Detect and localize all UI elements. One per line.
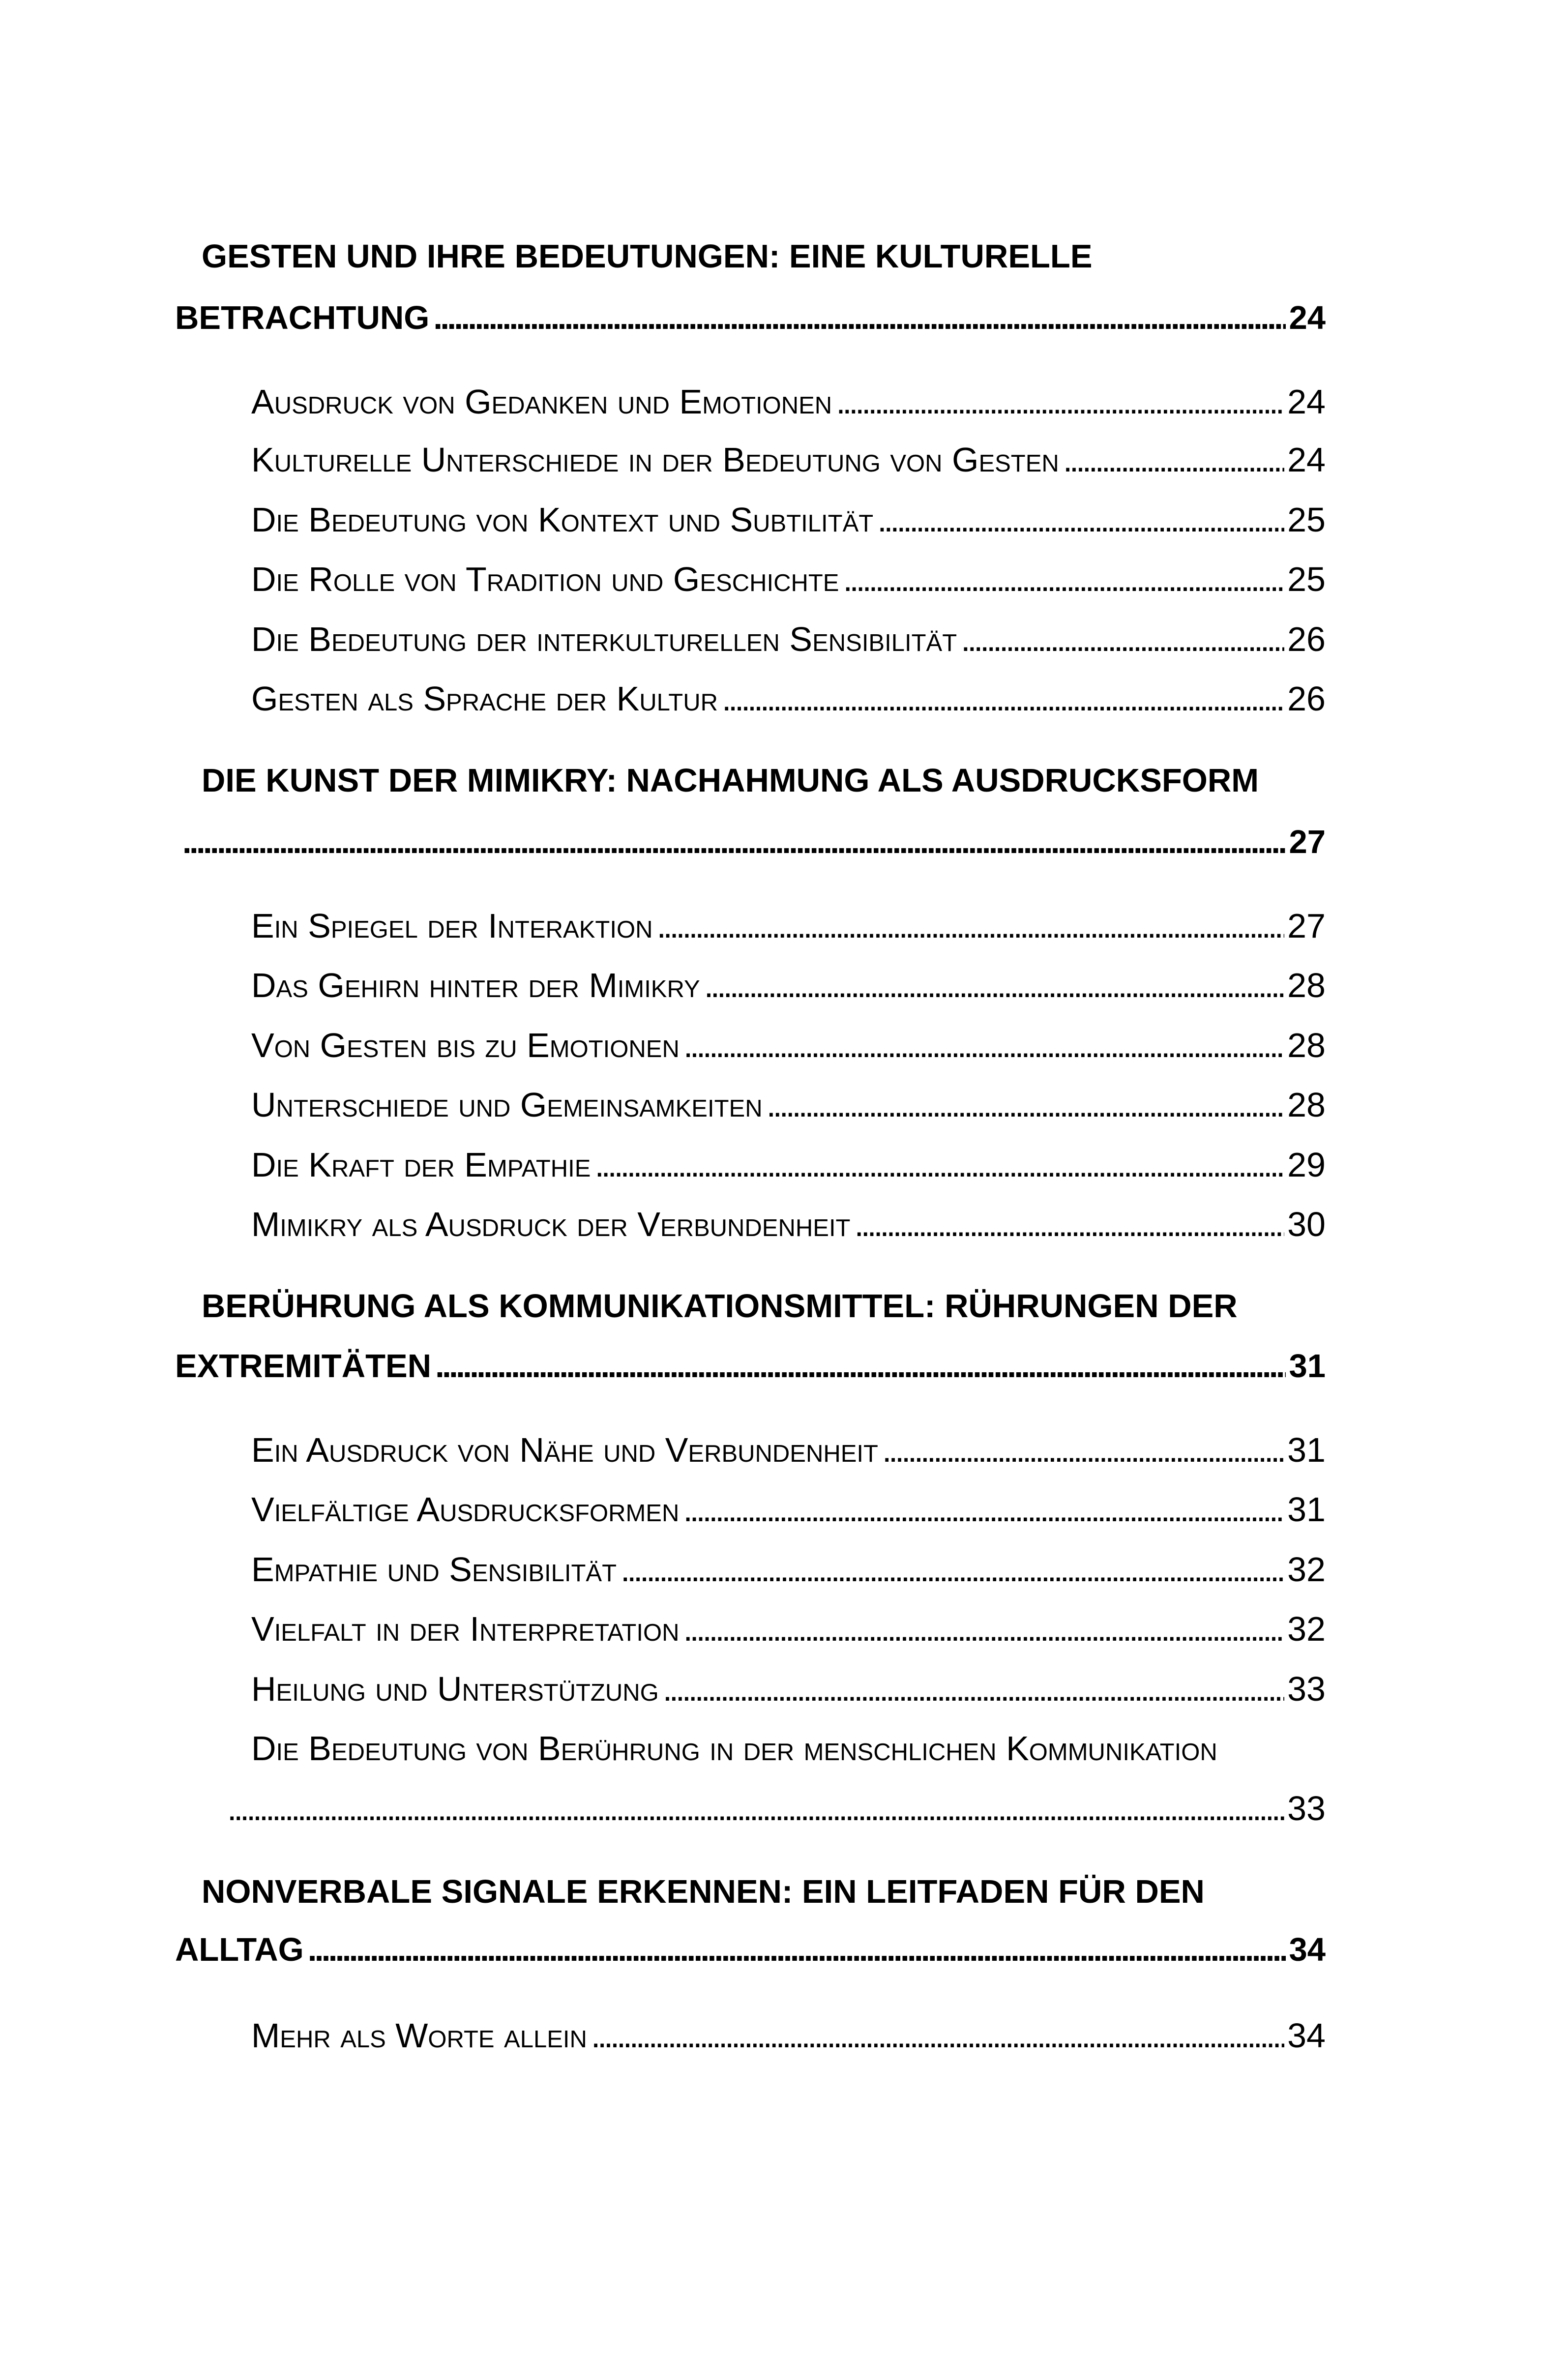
toc-section-entry <box>251 377 1326 426</box>
page-number: 24 <box>1287 441 1326 479</box>
dot-leader <box>683 1021 1284 1070</box>
dot-leader <box>855 1200 1285 1249</box>
chapter-heading-line <box>202 756 1259 805</box>
page-number: 33 <box>1287 1670 1326 1708</box>
chapter-heading-line <box>202 1282 1238 1331</box>
dot-leader <box>435 1342 1286 1391</box>
chapter-title-line: BETRACHTUNG <box>175 299 430 336</box>
dot-leader <box>656 901 1284 950</box>
page-number: 28 <box>1287 1086 1326 1124</box>
dot-leader <box>877 495 1284 544</box>
dot-leader <box>683 1604 1284 1653</box>
page-number: 28 <box>1287 966 1326 1004</box>
toc-section-entry <box>251 495 1326 544</box>
dot-leader <box>836 377 1284 426</box>
chapter-title-line: EXTREMITÄTEN <box>175 1348 432 1385</box>
page-number: 26 <box>1287 679 1326 718</box>
toc-section-entry <box>251 1080 1326 1129</box>
dot-leader <box>591 2011 1284 2060</box>
dot-leader <box>683 1485 1284 1534</box>
chapter-title-line: DIE KUNST DER MIMIKRY: NACHAHMUNG ALS AUSDRUCKSFORM <box>202 762 1259 799</box>
dot-leader <box>843 555 1284 604</box>
chapter-entry <box>182 818 1326 867</box>
section-title: Von Gesten bis zu Emotionen <box>251 1026 680 1064</box>
section-title: Ausdruck von Gedanken und Emotionen <box>251 383 832 421</box>
page-number: 34 <box>1287 2016 1326 2055</box>
dot-leader <box>594 1140 1284 1189</box>
chapter-title-line: GESTEN UND IHRE BEDEUTUNGEN: EINE KULTURELLE <box>202 238 1093 275</box>
toc-section-entry <box>251 1140 1326 1189</box>
dot-leader <box>704 961 1284 1010</box>
dot-leader <box>433 294 1286 343</box>
toc-section-entry <box>251 1200 1326 1249</box>
page-number: 24 <box>1289 299 1326 336</box>
page-number: 31 <box>1287 1431 1326 1469</box>
section-title: Vielfalt in der Interpretation <box>251 1610 680 1648</box>
chapter-title-line: ALLTAG <box>175 1931 304 1968</box>
dot-leader <box>182 818 1286 867</box>
page-number: 27 <box>1287 907 1326 945</box>
toc-section-entry <box>251 1545 1326 1594</box>
toc-section-entry <box>251 674 1326 723</box>
toc-section-entry <box>251 2011 1326 2060</box>
page-number: 28 <box>1287 1026 1326 1064</box>
toc-section-entry <box>251 435 1326 484</box>
toc-section-entry <box>251 1604 1326 1653</box>
chapter-heading-line <box>202 232 1093 281</box>
chapter-entry <box>175 1925 1326 1975</box>
section-title: Ein Ausdruck von Nähe und Verbundenheit <box>251 1431 878 1469</box>
section-title: Die Rolle von Tradition und Geschichte <box>251 560 839 598</box>
page-number: 32 <box>1287 1550 1326 1589</box>
page-number: 25 <box>1287 560 1326 598</box>
dot-leader <box>722 674 1284 723</box>
section-title: Mehr als Worte allein <box>251 2016 587 2055</box>
page-number: 29 <box>1287 1146 1326 1184</box>
page-number: 33 <box>1287 1789 1326 1828</box>
dot-leader <box>308 1925 1286 1975</box>
dot-leader <box>882 1425 1284 1475</box>
toc-section-entry-continuation <box>227 1784 1326 1833</box>
page-number: 25 <box>1287 501 1326 539</box>
page-number: 30 <box>1287 1205 1326 1243</box>
toc-section-entry <box>251 555 1326 604</box>
toc-section-entry <box>251 1021 1326 1070</box>
toc-section-entry <box>251 961 1326 1010</box>
chapter-heading-line <box>202 1867 1205 1917</box>
section-title: Das Gehirn hinter der Mimikry <box>251 966 700 1004</box>
toc-section-entry <box>251 1664 1326 1713</box>
section-title: Vielfältige Ausdrucksformen <box>251 1490 680 1529</box>
section-title: Ein Spiegel der Interaktion <box>251 907 653 945</box>
section-title: Heilung und Unterstützung <box>251 1670 659 1708</box>
chapter-title-line: NONVERBALE SIGNALE ERKENNEN: EIN LEITFADEN FÜR DEN <box>202 1873 1205 1910</box>
section-title: Kulturelle Unterschiede in der Bedeutung von Gesten <box>251 441 1059 479</box>
section-title: Empathie und Sensibilität <box>251 1550 617 1589</box>
page-number: 27 <box>1289 824 1326 860</box>
page-number: 32 <box>1287 1610 1326 1648</box>
dot-leader <box>767 1080 1285 1129</box>
section-title: Die Bedeutung von Berührung in der menschlichen Kommunikation <box>251 1729 1217 1768</box>
section-title: Unterschiede und Gemeinsamkeiten <box>251 1086 763 1124</box>
dot-leader <box>227 1784 1284 1833</box>
toc-section-entry <box>251 615 1326 664</box>
page-number: 31 <box>1289 1348 1326 1385</box>
dot-leader <box>961 615 1284 664</box>
chapter-entry <box>175 294 1326 343</box>
dot-leader <box>621 1545 1284 1594</box>
toc-section-entry <box>251 901 1326 950</box>
section-title: Die Kraft der Empathie <box>251 1146 591 1184</box>
toc-section-entry <box>251 1724 1217 1773</box>
section-title: Die Bedeutung der interkulturellen Sensibilität <box>251 620 957 658</box>
page-number: 24 <box>1287 383 1326 421</box>
chapter-title-line: BERÜHRUNG ALS KOMMUNIKATIONSMITTEL: RÜHRUNGEN DER <box>202 1288 1238 1325</box>
dot-leader <box>1063 435 1284 484</box>
page-number: 34 <box>1289 1931 1326 1968</box>
page-number: 26 <box>1287 620 1326 658</box>
toc-section-entry <box>251 1425 1326 1475</box>
toc-section-entry <box>251 1485 1326 1534</box>
section-title: Gesten als Sprache der Kultur <box>251 679 718 718</box>
chapter-entry <box>175 1342 1326 1391</box>
page-number: 31 <box>1287 1490 1326 1529</box>
dot-leader <box>663 1664 1284 1713</box>
section-title: Mimikry als Ausdruck der Verbundenheit <box>251 1205 851 1243</box>
section-title: Die Bedeutung von Kontext und Subtilität <box>251 501 874 539</box>
